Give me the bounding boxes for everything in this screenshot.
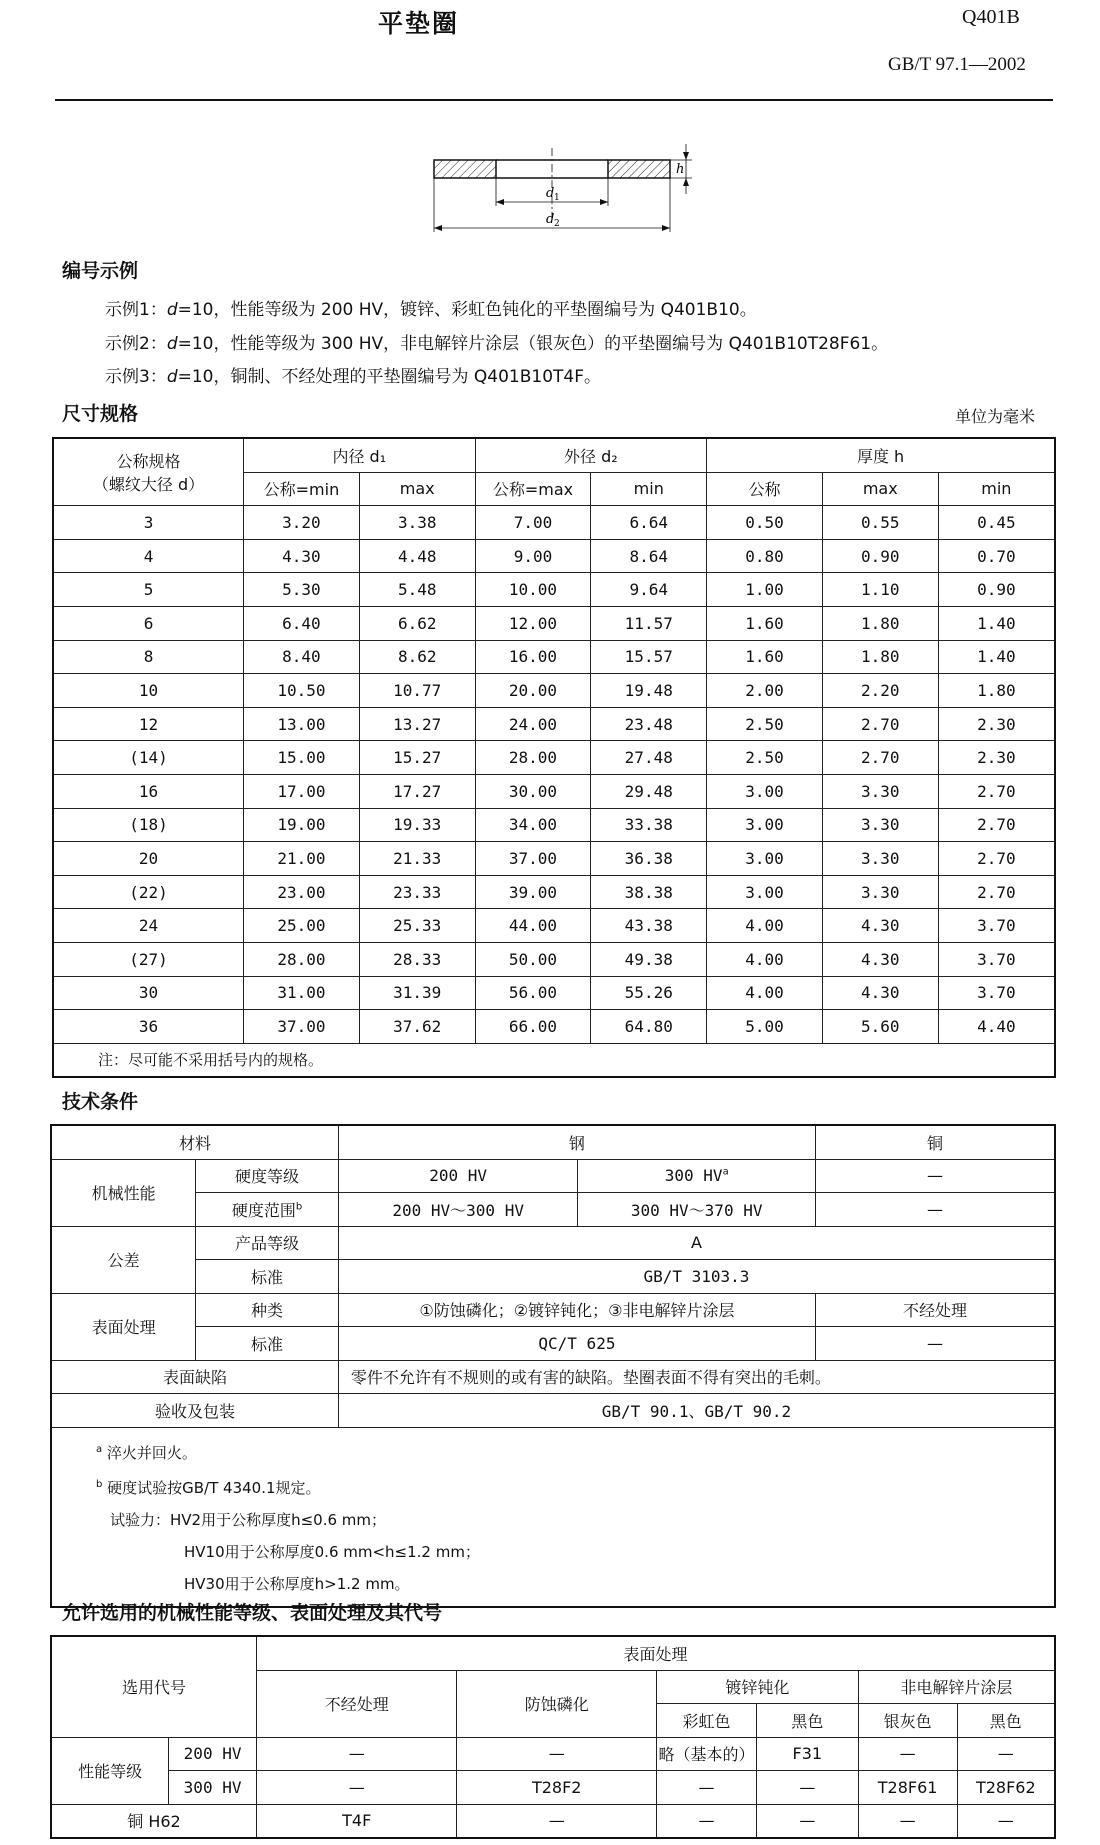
value-cell: 4.40 xyxy=(938,1010,1055,1044)
tolerance-label: 公差 xyxy=(51,1226,196,1293)
value-cell: 2.70 xyxy=(938,808,1055,842)
value-cell: 3.00 xyxy=(707,808,823,842)
tolerance-standard-value: GB/T 3103.3 xyxy=(338,1260,1055,1294)
range-300: 300 HV～370 HV xyxy=(578,1193,816,1227)
label-d1: d xyxy=(546,186,555,201)
value-cell: 0.90 xyxy=(822,539,938,573)
subheader: 公称=max xyxy=(475,472,591,506)
value-cell: 2.50 xyxy=(707,741,823,775)
page-title: 平垫圈 xyxy=(378,9,460,38)
option-cell: — xyxy=(756,1771,858,1805)
value-cell: 25.00 xyxy=(244,909,360,943)
value-cell: 2.70 xyxy=(822,741,938,775)
value-cell: 17.27 xyxy=(359,774,475,808)
spec-cell: 3 xyxy=(53,506,244,540)
acceptance-value: GB/T 90.1、GB/T 90.2 xyxy=(338,1394,1055,1428)
subheader: min xyxy=(591,472,707,506)
spec-cell: 8 xyxy=(53,640,244,674)
standard-number: GB/T 97.1—2002 xyxy=(888,54,1026,75)
surface-group-label: 表面处理 xyxy=(256,1636,1055,1670)
subheader: 公称 xyxy=(707,472,823,506)
options-table xyxy=(50,1635,1056,1839)
value-cell: 1.60 xyxy=(707,640,823,674)
value-cell: 3.30 xyxy=(822,875,938,909)
value-cell: 2.70 xyxy=(938,774,1055,808)
value-cell: 0.55 xyxy=(822,506,938,540)
silver-label: 银灰色 xyxy=(858,1704,957,1738)
value-cell: 3.30 xyxy=(822,842,938,876)
surface-kinds: ①防蚀磷化；②镀锌钝化；③非电解锌片涂层 xyxy=(338,1293,815,1327)
table-row xyxy=(53,875,1055,909)
option-cell: — xyxy=(858,1804,957,1838)
value-cell: 4.48 xyxy=(359,539,475,573)
zinc-plating-label: 镀锌钝化 xyxy=(656,1670,858,1704)
dimensions-note: 注：尽可能不采用括号内的规格。 xyxy=(53,1043,1055,1077)
value-cell: 10.00 xyxy=(475,573,591,607)
value-cell: 3.70 xyxy=(938,942,1055,976)
spec-cell: 24 xyxy=(53,909,244,943)
spec-cell: (14) xyxy=(53,741,244,775)
table-row xyxy=(53,573,1055,607)
spec-cell: (27) xyxy=(53,942,244,976)
table-row xyxy=(53,909,1055,943)
tech-heading: 技术条件 xyxy=(62,1091,139,1113)
spec-cell: 36 xyxy=(53,1010,244,1044)
value-cell: 34.00 xyxy=(475,808,591,842)
option-cell: — xyxy=(256,1771,456,1805)
note-force-2: HV10用于公称厚度0.6 mm<h≤1.2 mm； xyxy=(184,1542,480,1561)
value-cell: 15.57 xyxy=(591,640,707,674)
value-cell: 2.50 xyxy=(707,707,823,741)
subheader: min xyxy=(938,472,1055,506)
value-cell: 2.70 xyxy=(822,707,938,741)
hv200-label: 200 HV xyxy=(169,1737,257,1771)
copper-surface: 不经处理 xyxy=(815,1293,1055,1327)
value-cell: 5.30 xyxy=(244,573,360,607)
hv300-label: 300 HV xyxy=(169,1771,257,1805)
value-cell: 6.64 xyxy=(591,506,707,540)
value-cell: 43.38 xyxy=(591,909,707,943)
hardness-grade-label: 硬度等级 xyxy=(196,1159,339,1193)
washer-diagram xyxy=(420,140,700,240)
value-cell: 39.00 xyxy=(475,875,591,909)
code-col-label: 选用代号 xyxy=(51,1636,256,1737)
numbering-heading: 编号示例 xyxy=(62,260,139,282)
spec-cell: 20 xyxy=(53,842,244,876)
spec-cell: 10 xyxy=(53,674,244,708)
value-cell: 21.33 xyxy=(359,842,475,876)
value-cell: 44.00 xyxy=(475,909,591,943)
label-d1-sub: 1 xyxy=(554,193,560,203)
rainbow-label: 彩虹色 xyxy=(656,1704,756,1738)
acceptance-label: 验收及包装 xyxy=(51,1394,338,1428)
value-cell: 1.40 xyxy=(938,606,1055,640)
table-row xyxy=(53,674,1055,708)
value-cell: 37.62 xyxy=(359,1010,475,1044)
label-h: h xyxy=(676,162,685,177)
value-cell: 23.00 xyxy=(244,875,360,909)
grade-300: 300 $HV^a$ xyxy=(578,1159,816,1193)
value-cell: 1.80 xyxy=(938,674,1055,708)
value-cell: 5.48 xyxy=(359,573,475,607)
value-cell: 28.00 xyxy=(244,942,360,976)
value-cell: 1.60 xyxy=(707,606,823,640)
option-cell: 略（基本的） xyxy=(656,1737,756,1771)
product-grade-label: 产品等级 xyxy=(196,1226,339,1260)
table-row xyxy=(53,774,1055,808)
value-cell: 31.39 xyxy=(359,976,475,1010)
value-cell: 1.00 xyxy=(707,573,823,607)
value-cell: 13.00 xyxy=(244,707,360,741)
value-cell: 7.00 xyxy=(475,506,591,540)
table-row xyxy=(53,842,1055,876)
perf-grade-label: 性能等级 xyxy=(51,1737,169,1804)
surface-standard-label: 标准 xyxy=(196,1327,339,1361)
value-cell: 55.26 xyxy=(591,976,707,1010)
option-cell: T28F2 xyxy=(457,1771,657,1805)
option-cell: — xyxy=(957,1804,1055,1838)
value-cell: 2.70 xyxy=(938,842,1055,876)
copper-label: 铜 xyxy=(815,1125,1055,1159)
tolerance-standard-label: 标准 xyxy=(196,1260,339,1294)
surface-standard-value: QC/T 625 xyxy=(338,1327,815,1361)
value-cell: 56.00 xyxy=(475,976,591,1010)
value-cell: 3.00 xyxy=(707,875,823,909)
washer-section-left xyxy=(434,160,496,178)
table-row xyxy=(53,606,1055,640)
value-cell: 10.77 xyxy=(359,674,475,708)
option-cell: — xyxy=(256,1737,456,1771)
value-cell: 23.33 xyxy=(359,875,475,909)
option-cell: — xyxy=(957,1737,1055,1771)
value-cell: 28.33 xyxy=(359,942,475,976)
value-cell: 3.70 xyxy=(938,909,1055,943)
option-cell: T4F xyxy=(256,1804,456,1838)
note-force-3: HV30用于公称厚度h>1.2 mm。 xyxy=(184,1574,410,1593)
spec-cell: 30 xyxy=(53,976,244,1010)
option-cell: — xyxy=(656,1771,756,1805)
phosphate-label: 防蚀磷化 xyxy=(457,1670,657,1737)
example-2: 示例2：d=10，性能等级为 300 HV，非电解锌片涂层（银灰色）的平垫圈编号为 Q401B10T28F61。 xyxy=(105,334,889,354)
value-cell: 4.30 xyxy=(822,942,938,976)
grade-200: 200 HV xyxy=(338,1159,578,1193)
value-cell: 21.00 xyxy=(244,842,360,876)
value-cell: 2.20 xyxy=(822,674,938,708)
table-row xyxy=(53,808,1055,842)
mech-label: 机械性能 xyxy=(51,1159,196,1226)
spec-cell: 5 xyxy=(53,573,244,607)
value-cell: 6.40 xyxy=(244,606,360,640)
table-row xyxy=(53,539,1055,573)
value-cell: 8.40 xyxy=(244,640,360,674)
zinc-flake-label: 非电解锌片涂层 xyxy=(858,1670,1055,1704)
kind-label: 种类 xyxy=(196,1293,339,1327)
spec-cell: (18) xyxy=(53,808,244,842)
value-cell: 19.33 xyxy=(359,808,475,842)
table-row xyxy=(53,506,1055,540)
header-rule xyxy=(55,99,1053,101)
value-cell: 4.00 xyxy=(707,909,823,943)
value-cell: 38.38 xyxy=(591,875,707,909)
copper-h62-label: 铜 H62 xyxy=(51,1804,256,1838)
value-cell: 0.90 xyxy=(938,573,1055,607)
thickness-header: 厚度 h xyxy=(707,438,1055,472)
value-cell: 3.20 xyxy=(244,506,360,540)
part-code: Q401B xyxy=(962,6,1020,28)
subheader: 公称=min xyxy=(244,472,360,506)
table-row xyxy=(53,942,1055,976)
value-cell: 25.33 xyxy=(359,909,475,943)
copper-grade: — xyxy=(815,1159,1055,1193)
tech-notes xyxy=(51,1427,1055,1607)
spec-cell: 6 xyxy=(53,606,244,640)
value-cell: 3.30 xyxy=(822,774,938,808)
value-cell: 29.48 xyxy=(591,774,707,808)
value-cell: 5.00 xyxy=(707,1010,823,1044)
value-cell: 1.10 xyxy=(822,573,938,607)
spec-cell: 4 xyxy=(53,539,244,573)
value-cell: 66.00 xyxy=(475,1010,591,1044)
unit-label: 单位为毫米 xyxy=(955,407,1036,426)
product-grade-value: A xyxy=(338,1226,1055,1260)
value-cell: 28.00 xyxy=(475,741,591,775)
label-d2-sub: 2 xyxy=(554,219,560,229)
value-cell: 3.00 xyxy=(707,842,823,876)
value-cell: 1.80 xyxy=(822,606,938,640)
value-cell: 3.70 xyxy=(938,976,1055,1010)
value-cell: 4.30 xyxy=(822,976,938,1010)
value-cell: 2.70 xyxy=(938,875,1055,909)
value-cell: 30.00 xyxy=(475,774,591,808)
option-cell: — xyxy=(457,1737,657,1771)
option-cell: — xyxy=(858,1737,957,1771)
value-cell: 23.48 xyxy=(591,707,707,741)
subheader: max xyxy=(359,472,475,506)
options-heading: 允许选用的机械性能等级、表面处理及其代号 xyxy=(62,1602,443,1624)
dimensions-body xyxy=(53,506,1055,1044)
value-cell: 2.30 xyxy=(938,741,1055,775)
subheader: max xyxy=(822,472,938,506)
table-row xyxy=(53,707,1055,741)
option-cell: T28F61 xyxy=(858,1771,957,1805)
no-treatment-label: 不经处理 xyxy=(256,1670,456,1737)
black-label: 黑色 xyxy=(756,1704,858,1738)
value-cell: 8.64 xyxy=(591,539,707,573)
option-cell: F31 xyxy=(756,1737,858,1771)
table-row xyxy=(53,640,1055,674)
value-cell: 4.00 xyxy=(707,942,823,976)
value-cell: 11.57 xyxy=(591,606,707,640)
value-cell: 4.00 xyxy=(707,976,823,1010)
label-d2: d xyxy=(546,212,555,227)
value-cell: 36.38 xyxy=(591,842,707,876)
black2-label: 黑色 xyxy=(957,1704,1055,1738)
dimensions-table xyxy=(52,437,1056,1078)
value-cell: 64.80 xyxy=(591,1010,707,1044)
value-cell: 37.00 xyxy=(475,842,591,876)
inner-diameter-header: 内径 d₁ xyxy=(244,438,476,472)
value-cell: 13.27 xyxy=(359,707,475,741)
value-cell: 27.48 xyxy=(591,741,707,775)
option-cell: T28F62 xyxy=(957,1771,1055,1805)
value-cell: 2.00 xyxy=(707,674,823,708)
copper-range: — xyxy=(815,1193,1055,1227)
value-cell: 49.38 xyxy=(591,942,707,976)
value-cell: 17.00 xyxy=(244,774,360,808)
table-row xyxy=(53,976,1055,1010)
example-1: 示例1：d=10，性能等级为 200 HV，镀锌、彩虹色钝化的平垫圈编号为 Q401B10。 xyxy=(105,300,757,320)
value-cell: 0.80 xyxy=(707,539,823,573)
value-cell: 15.00 xyxy=(244,741,360,775)
steel-label: 钢 xyxy=(338,1125,815,1159)
value-cell: 0.45 xyxy=(938,506,1055,540)
value-cell: 19.48 xyxy=(591,674,707,708)
value-cell: 10.50 xyxy=(244,674,360,708)
value-cell: 33.38 xyxy=(591,808,707,842)
value-cell: 24.00 xyxy=(475,707,591,741)
option-cell: — xyxy=(756,1804,858,1838)
hardness-range-label: 硬度范围$^b$ xyxy=(196,1193,339,1227)
option-cell: — xyxy=(656,1804,756,1838)
copper-surface-std: — xyxy=(815,1327,1055,1361)
note-b: $^b$ 硬度试验按GB/T 4340.1规定。 xyxy=(96,1478,321,1497)
example-3: 示例3：d=10，铜制、不经处理的平垫圈编号为 Q401B10T4F。 xyxy=(105,367,602,387)
value-cell: 6.62 xyxy=(359,606,475,640)
surface-label: 表面处理 xyxy=(51,1293,196,1360)
value-cell: 3.00 xyxy=(707,774,823,808)
defects-text: 零件不允许有不规则的或有害的缺陷。垫圈表面不得有突出的毛刺。 xyxy=(338,1360,1055,1394)
value-cell: 15.27 xyxy=(359,741,475,775)
value-cell: 4.30 xyxy=(822,909,938,943)
value-cell: 8.62 xyxy=(359,640,475,674)
spec-cell: 16 xyxy=(53,774,244,808)
value-cell: 16.00 xyxy=(475,640,591,674)
value-cell: 12.00 xyxy=(475,606,591,640)
defects-label: 表面缺陷 xyxy=(51,1360,338,1394)
value-cell: 0.70 xyxy=(938,539,1055,573)
value-cell: 4.30 xyxy=(244,539,360,573)
washer-section-right xyxy=(608,160,670,178)
spec-header: 公称规格 （螺纹大径 d） xyxy=(53,438,244,506)
option-cell: — xyxy=(457,1804,657,1838)
table-row xyxy=(53,1010,1055,1044)
note-a: $^a$ 淬火并回火。 xyxy=(96,1443,197,1462)
value-cell: 9.00 xyxy=(475,539,591,573)
value-cell: 37.00 xyxy=(244,1010,360,1044)
value-cell: 50.00 xyxy=(475,942,591,976)
value-cell: 9.64 xyxy=(591,573,707,607)
value-cell: 3.30 xyxy=(822,808,938,842)
outer-diameter-header: 外径 d₂ xyxy=(475,438,707,472)
value-cell: 0.50 xyxy=(707,506,823,540)
value-cell: 20.00 xyxy=(475,674,591,708)
tech-table xyxy=(50,1124,1056,1608)
value-cell: 5.60 xyxy=(822,1010,938,1044)
value-cell: 3.38 xyxy=(359,506,475,540)
value-cell: 1.80 xyxy=(822,640,938,674)
note-force-1: 试验力：HV2用于公称厚度h≤0.6 mm； xyxy=(110,1510,387,1529)
range-200: 200 HV～300 HV xyxy=(338,1193,578,1227)
spec-cell: 12 xyxy=(53,707,244,741)
material-label: 材料 xyxy=(51,1125,338,1159)
value-cell: 31.00 xyxy=(244,976,360,1010)
spec-cell: (22) xyxy=(53,875,244,909)
dimensions-heading: 尺寸规格 xyxy=(62,403,139,425)
value-cell: 19.00 xyxy=(244,808,360,842)
value-cell: 1.40 xyxy=(938,640,1055,674)
value-cell: 2.30 xyxy=(938,707,1055,741)
table-row xyxy=(53,741,1055,775)
